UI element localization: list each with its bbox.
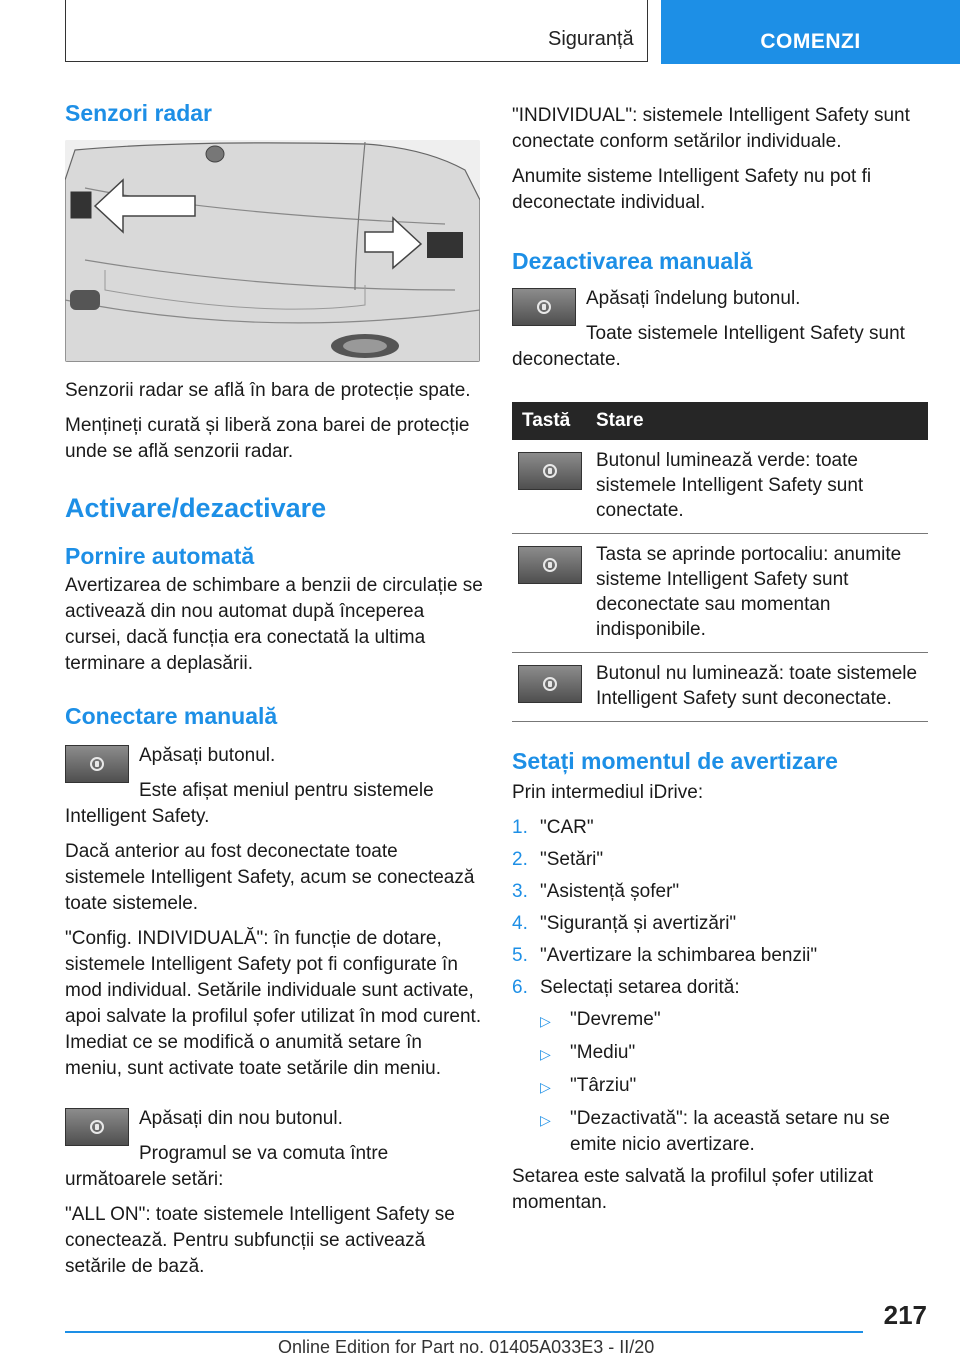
heading-radar-sensors: Senzori radar [65,100,212,126]
button-off-image [518,665,582,703]
button-orange-image [518,546,582,584]
paragraph-press-button: Apăsați butonul. [139,745,276,766]
table-cell-state: Butonul nu luminează: toate sistemele Intelligent Safety sunt deconectate. [596,663,918,709]
header-section-title: Siguranță [548,28,634,50]
intelligent-safety-button-image [65,745,129,783]
list-item: ▷ "Mediu" [540,1040,930,1067]
page-number: 217 [883,1300,927,1330]
table-row [512,440,928,534]
left-column [65,100,483,1289]
safety-lamp-icon [90,757,104,771]
table-cell-state: Butonul luminează verde: toate sistemele Intelligent Safety sunt conectate. [596,450,864,521]
paragraph-some-systems: Anumite sisteme Intelligent Safety nu pot fi deconectate individual. [512,166,872,213]
heading-set-warning-time: Setați momentul de avertizare [512,748,838,774]
paragraph-previously-disconnected: Dacă anterior au fost deconectate toate sistemele Intelligent Safety, acum se conectează toate sistemele. [65,841,475,914]
rear-bumper-illustration [65,140,480,362]
triangle-bullet-icon: ▷ [540,1046,551,1062]
triangle-bullet-icon: ▷ [540,1079,551,1095]
list-item: 6. Selectați setarea dorită: [512,977,740,998]
steps-list [512,815,930,1001]
options-list [540,1007,930,1158]
paragraph-all-on: "ALL ON": toate sistemele Intelligent Safety se conectează. Pentru subfuncții se activează setările de bază. [65,1204,455,1277]
list-item: 1. "CAR" [512,817,594,838]
table-header-state: Stare [596,410,644,431]
paragraph-press-again: Apăsați din nou butonul. [139,1108,343,1129]
paragraph-setting-saved: Setarea este salvată la profilul șofer utilizat momentan. [512,1166,874,1213]
list-item: ▷ "Dezactivată": la această setare nu se emite nicio avertizare. [540,1106,930,1158]
triangle-bullet-icon: ▷ [540,1112,551,1128]
table-header [512,402,928,440]
footer-rule [65,1331,863,1333]
list-item: ▷ "Devreme" [540,1007,930,1034]
list-item: 4. "Siguranță și avertizări" [512,913,737,934]
safety-lamp-icon [537,300,551,314]
paragraph-config-individual: "Config. INDIVIDUALĂ": în funcție de dotare, sistemele Intelligent Safety pot fi configurate în mod individual. Setările individuale sunt activate, apoi salvate la profilul șofer utilizat în mod curent. Imediat ce se modifică o anumită setare în meniu, sunt activate toate setările din meniu. [65,928,482,1079]
heading-manual-deactivation: Dezactivarea manuală [512,248,753,274]
paragraph-radar-location: Senzorii radar se află în bara de protecție spate. [65,380,471,401]
list-item: 2. "Setări" [512,849,604,870]
paragraph-menu-shown: Este afișat meniul pentru sistemele Intelligent Safety. [65,780,434,827]
car-rear-illustration [65,140,480,362]
paragraph-individual: "INDIVIDUAL": sistemele Intelligent Safety sunt conectate conform setărilor individuale. [512,105,910,152]
status-table [512,402,928,722]
heading-activate-deactivate: Activare/dezactivare [65,493,327,523]
paragraph-auto-start: Avertizarea de schimbare a benzii de circulație se activează din nou automat după începerea cursei, dacă funcția era conectată la ultima terminare a deplasării. [65,575,483,674]
safety-lamp-icon [543,677,557,691]
intelligent-safety-button-image [65,1108,129,1146]
safety-lamp-icon [543,558,557,572]
heading-auto-start: Pornire automată [65,543,255,569]
paragraph-radar-keep-clean: Mențineți curată și liberă zona barei de protecție unde se află senzorii radar. [65,415,470,462]
table-cell-state: Tasta se aprinde portocaliu: anumite sisteme Intelligent Safety sunt deconectate sau momentan indisponibile. [596,544,902,640]
list-item: 3. "Asistență șofer" [512,881,680,902]
tab-comenzi[interactable]: COMENZI [661,0,960,64]
intelligent-safety-button-image [512,288,576,326]
button-green-image [518,452,582,490]
list-item: 5. "Avertizare la schimbarea benzii" [512,945,818,966]
paragraph-all-disconnected: Toate sistemele Intelligent Safety sunt deconectate. [512,323,905,370]
list-item: ▷ "Târziu" [540,1073,930,1100]
paragraph-long-press: Apăsați îndelung butonul. [586,288,801,309]
safety-lamp-icon [90,1120,104,1134]
table-row [512,534,928,653]
footer-edition: Online Edition for Part no. 01405A033E3 - II/20 [278,1337,655,1357]
table-header-key: Tastă [522,410,571,431]
safety-lamp-icon [543,464,557,478]
triangle-bullet-icon: ▷ [540,1013,551,1029]
paragraph-via-idrive: Prin intermediul iDrive: [512,782,704,803]
paragraph-toggle-settings: Programul se va comuta între următoarele setări: [65,1143,389,1190]
table-row [512,653,928,722]
heading-manual-connect: Conectare manuală [65,703,278,729]
right-column [512,103,930,1225]
